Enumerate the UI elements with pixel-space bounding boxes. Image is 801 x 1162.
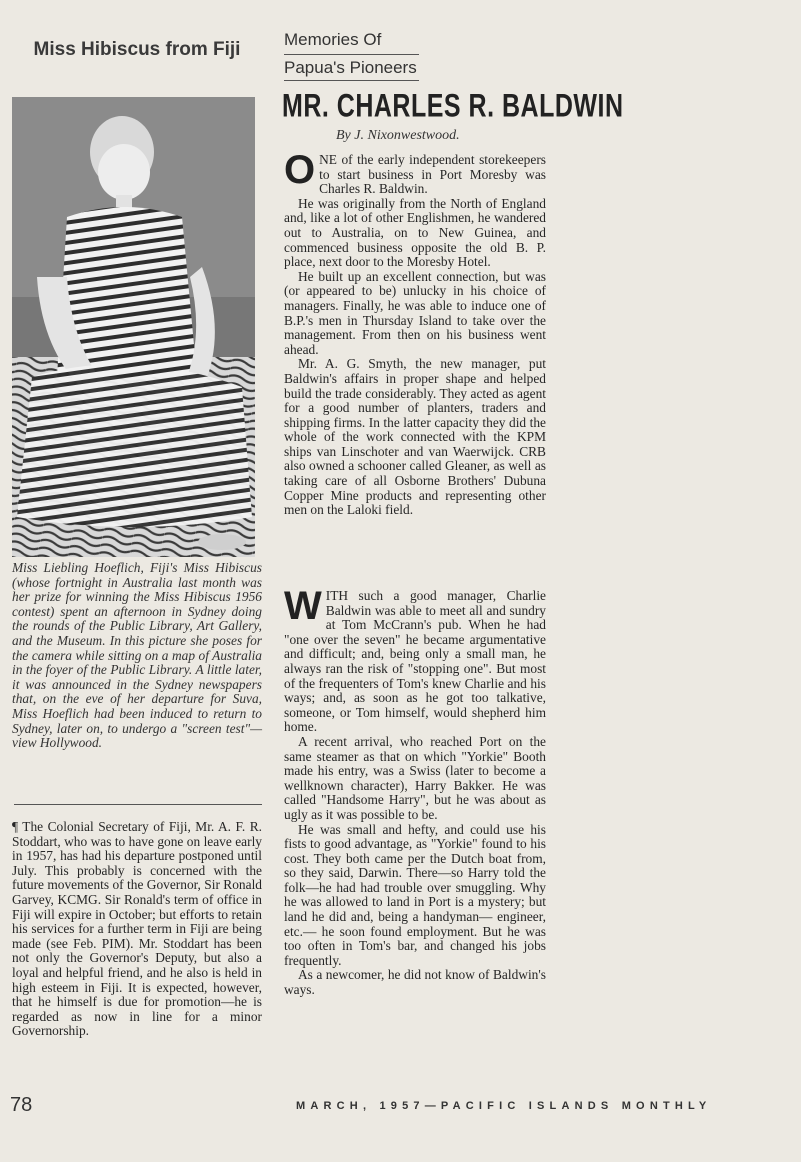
story-title: Miss Hibiscus from Fiji bbox=[33, 39, 241, 60]
drop-cap-letter: O bbox=[284, 148, 316, 192]
series-rule bbox=[284, 80, 419, 81]
series-title-line1: Memories Of bbox=[284, 30, 382, 49]
article-headline: MR. CHARLES R. BALDWIN bbox=[282, 88, 624, 125]
section-divider bbox=[14, 804, 262, 805]
running-footer: MARCH, 1957—PACIFIC ISLANDS MONTHLY bbox=[296, 1100, 712, 1112]
opening-paragraph: NE of the early independent storekeepers to start business in Port Moresby was Charles R. Baldwin. bbox=[319, 152, 546, 197]
stoddart-news-note bbox=[12, 820, 262, 1039]
article-paragraph: A recent arrival, who reached Port on the same steamer as that on which "Yorkie" Booth made his entry, was a Swiss (later to become a wellknown character), Harry Bakker. He was called "Handsome Harry", but he was about as ugly as it was possible to be. bbox=[284, 733, 546, 822]
series-title-line2: Papua's Pioneers bbox=[284, 58, 417, 77]
article-paragraph: He was small and hefty, and could use his fists to good advantage, as "Yorkie" found to his cost. They both came per the Dutch boat from, so they said, Darwin. There—so Harry told the folk—he had had trouble over smuggling. Why he was allowed to land in Port is a mystery; but land he did and, being a handyman— engineer, etc.— he soon found employment. But he was too often in Tom's bar, and changed his jobs frequently. bbox=[284, 821, 546, 968]
article-paragraph: As a newcomer, he did not know of Baldwin's ways. bbox=[284, 967, 546, 998]
article-paragraph: Mr. A. G. Smyth, the new manager, put Baldwin's affairs in proper shape and helped build the trade considerably. They acted as agent for a good number of planters, traders and shipping firms. In the latter capacity they did the whole of the work connected with the KPM ships van Linschoter and van Waerwijck. CRB also owned a schooner called Gleaner, as well as taking care of all Osborne Brothers' Dubuna Copper Mine products and representing other men on the Laloki field. bbox=[284, 356, 546, 518]
page-number: 78 bbox=[10, 1094, 33, 1116]
portrait-photo bbox=[12, 97, 255, 557]
opening-paragraph: ITH such a good manager, Charlie Baldwin was able to meet all and sundry at Tom McCrann's pub. When he had "one over the seven" he became argumentative and difficult; and, being only a small man, he always ran the risk of "stopping one". But most of the frequenters of Tom's knew Charlie and his ways; and, as soon as he got too talkative, someone, or Tom himself, would shepherd him home. bbox=[284, 588, 546, 735]
woman-seated-photo-image bbox=[12, 97, 255, 557]
article-paragraph: He built up an excellent connection, but was (or appeared to be) unlucky in his choice of managers. Finally, he was able to induce one of B.P.'s men in Thursday Island to take over the management. From then on his business went ahead. bbox=[284, 268, 546, 357]
photo-caption: Miss Liebling Hoeflich, Fiji's Miss Hibiscus (whose fortnight in Australia last month was her prize for winning the Miss Hibiscus 1956 contest) spent an afternoon in Sydney doing the rounds of the Public Library, Art Gallery, and the Museum. In this picture she poses for the camera while sitting on a map of Australia in the foyer of the Public Library. A little later, it was announced in the Sydney newspapers that, on the eve of her departure for Suva, Miss Hoeflich had been induced to return to Sydney, later on, to undergo a "screen test"—view Hollywood. bbox=[12, 560, 262, 751]
drop-cap-letter: W bbox=[284, 584, 322, 628]
article-byline: By J. Nixonwestwood. bbox=[336, 128, 460, 143]
series-rule bbox=[284, 54, 419, 55]
article-paragraph: He was originally from the North of England and, like a lot of other Englishmen, he wandered out to Australia, on to New Guinea, and commenced business opposite the old B. P. place, next door to the Moresby Hotel. bbox=[284, 195, 546, 270]
note-paragraph: ¶ The Colonial Secretary of Fiji, Mr. A. F. R. Stoddart, who was to have gone on leave early in 1957, has had his departure postponed until July. This probably is concerned with the future movements of the Governor, Sir Ronald Garvey, KCMG. Sir Ronald's term of office in Fiji will expire in October; but efforts to retain his services for a further term in Fiji are being made (see Feb. PIM). Mr. Stoddart has been not only the Governor's Deputy, but also a loyal and helpful friend, and he also is held in high esteem in Fiji. It is expected, however, that he himself is due for promotion—he is regarded as now in line for a minor Governorship. bbox=[12, 819, 262, 1039]
article-section-two bbox=[284, 584, 546, 998]
article-section-one bbox=[284, 148, 546, 518]
